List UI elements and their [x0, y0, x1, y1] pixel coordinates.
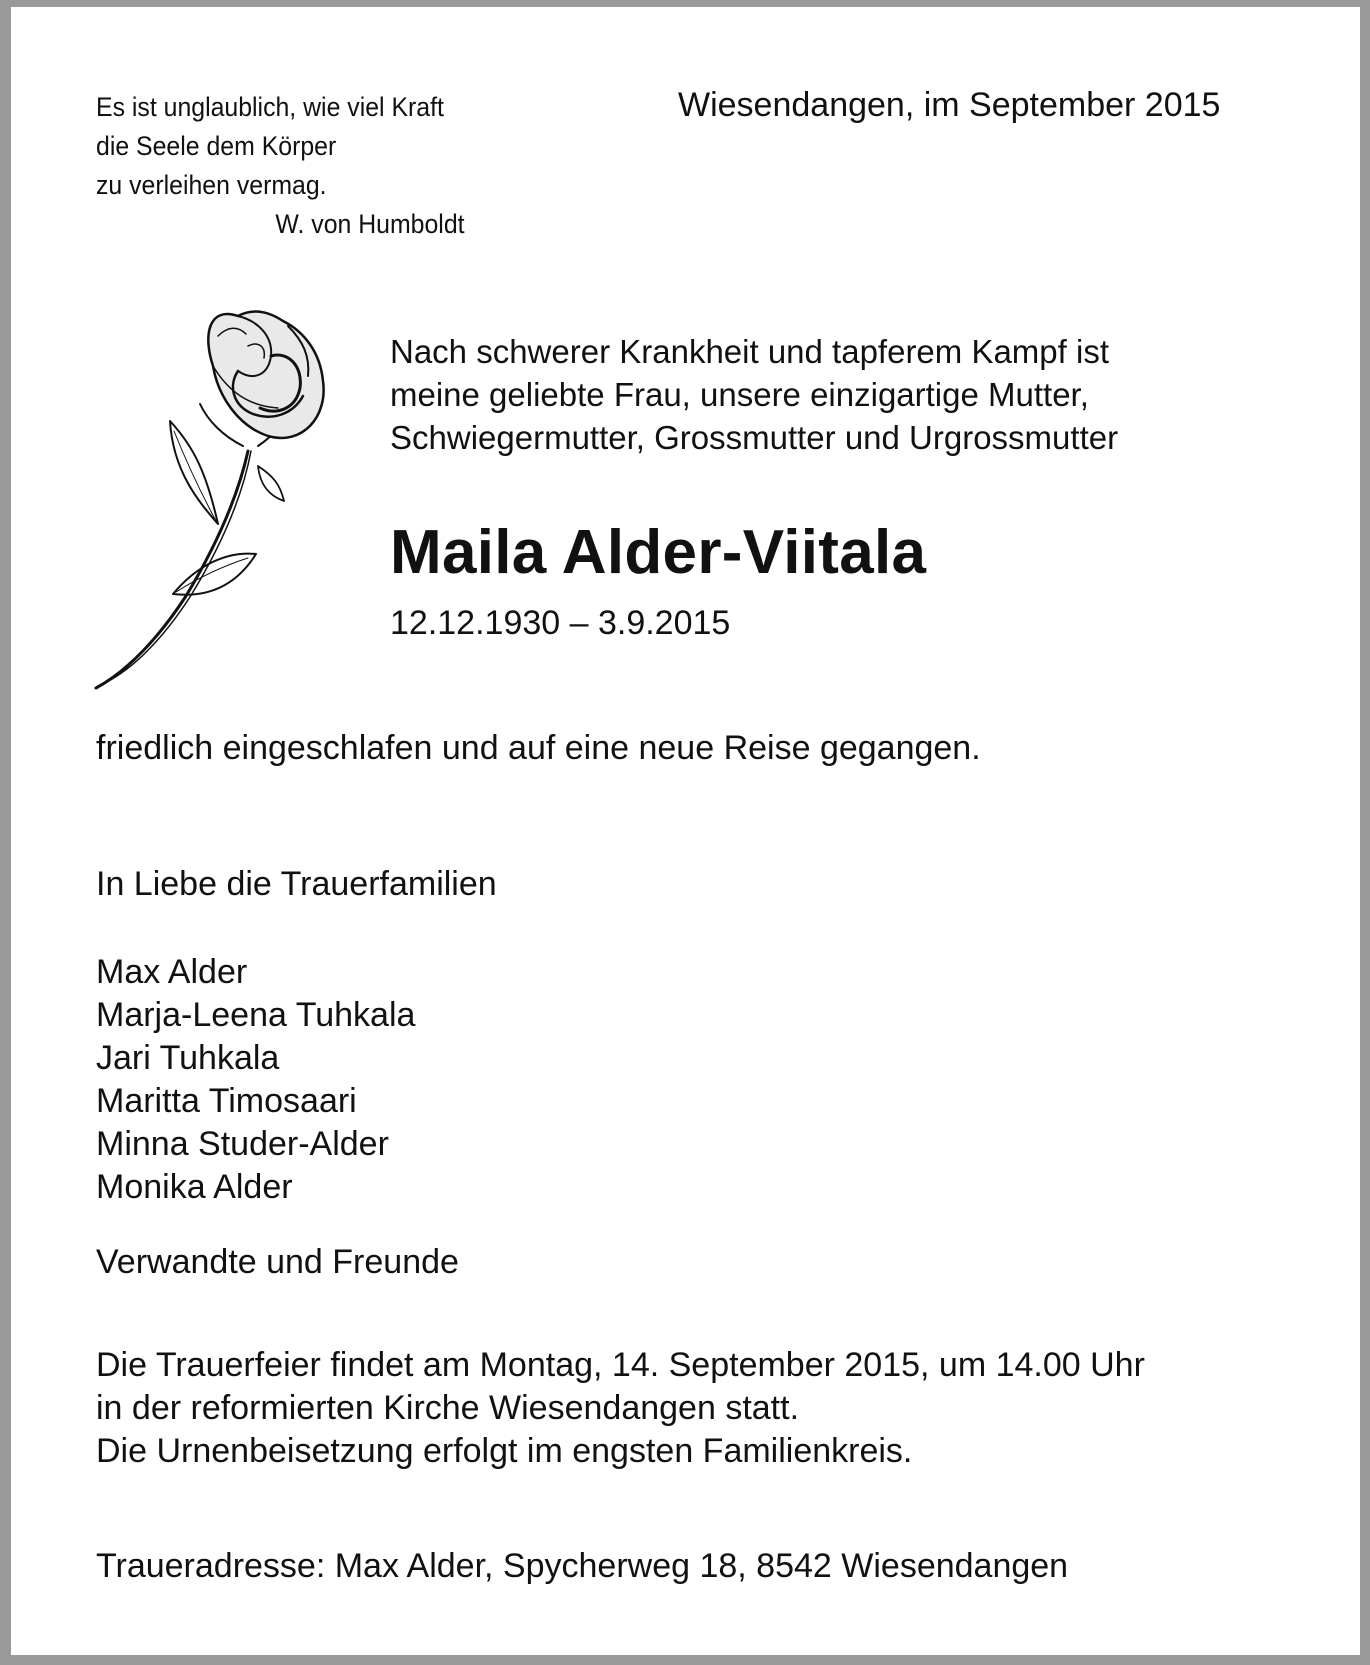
- rose-icon: [88, 296, 350, 690]
- family-member: Jari Tuhkala: [96, 1039, 280, 1077]
- humboldt-quote: [96, 88, 465, 244]
- quote-line-1: Es ist unglaublich, wie viel Kraft: [96, 92, 444, 122]
- family-member: Marja-Leena Tuhkala: [96, 996, 416, 1034]
- life-dates: 12.12.1930 – 3.9.2015: [390, 604, 731, 642]
- intro-line-1: Nach schwerer Krankheit und tapferem Kampf ist: [390, 333, 1109, 370]
- intro-line-2: meine geliebte Frau, unsere einzigartige Mutter,: [390, 376, 1089, 413]
- family-member: Max Alder: [96, 953, 248, 991]
- service-line-3: Die Urnenbeisetzung erfolgt im engsten Familienkreis.: [96, 1432, 913, 1470]
- quote-line-2: die Seele dem Körper: [96, 131, 337, 161]
- service-line-1: Die Trauerfeier findet am Montag, 14. September 2015, um 14.00 Uhr: [96, 1346, 1145, 1384]
- place-and-date: Wiesendangen, im September 2015: [678, 86, 1221, 124]
- intro-line-3: Schwiegermutter, Grossmutter und Urgrossmutter: [390, 419, 1119, 456]
- family-member: Monika Alder: [96, 1168, 293, 1206]
- mourning-address: Traueradresse: Max Alder, Spycherweg 18, 8542 Wiesendangen: [96, 1547, 1069, 1585]
- passing-text: friedlich eingeschlafen und auf eine neue Reise gegangen.: [96, 729, 981, 767]
- funeral-service-info: [96, 1344, 1145, 1473]
- deceased-name: Maila Alder-Viitala: [390, 518, 927, 587]
- family-member: Minna Studer-Alder: [96, 1125, 389, 1163]
- quote-line-3: zu verleihen vermag.: [96, 170, 327, 200]
- service-line-2: in der reformierten Kirche Wiesendangen statt.: [96, 1389, 800, 1427]
- quote-author: W. von Humboldt: [275, 209, 465, 239]
- family-member: Maritta Timosaari: [96, 1082, 357, 1120]
- family-list: [96, 951, 415, 1209]
- relatives-line: Verwandte und Freunde: [96, 1243, 459, 1281]
- closing-line: In Liebe die Trauerfamilien: [96, 865, 497, 903]
- intro-text: [390, 330, 1118, 459]
